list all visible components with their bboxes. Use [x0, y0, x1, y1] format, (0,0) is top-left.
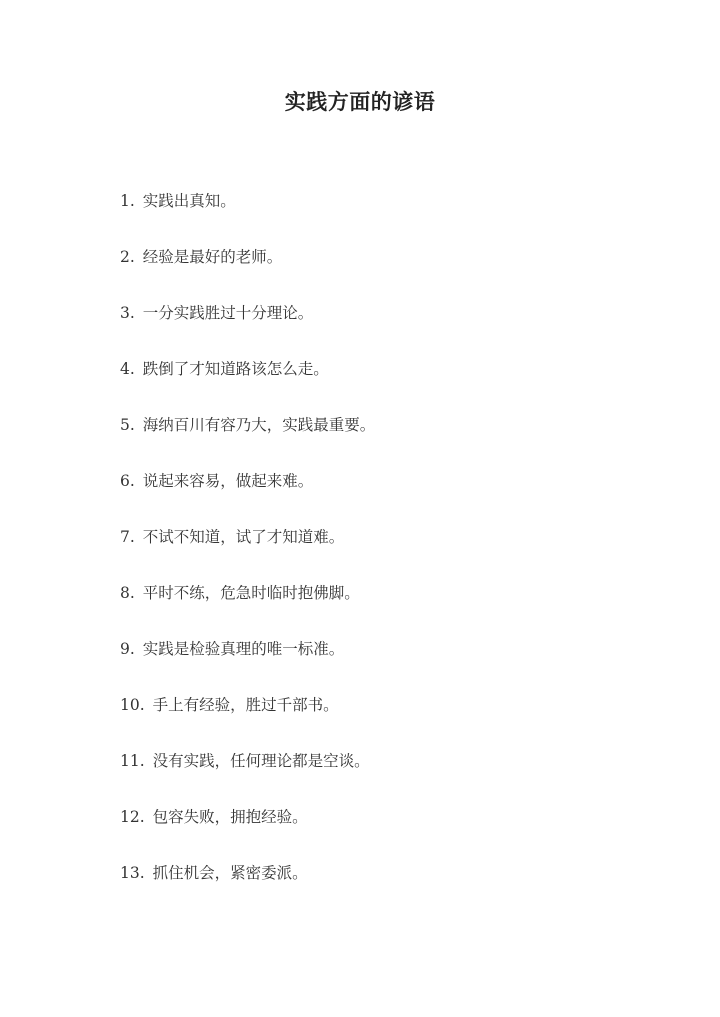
- list-item: [120, 806, 640, 862]
- proverb-list: [120, 190, 640, 918]
- page-title: 实践方面的谚语: [284, 89, 436, 114]
- item-number: 3.: [120, 304, 135, 322]
- item-number: 10.: [120, 696, 145, 714]
- item-number: 11.: [120, 752, 145, 770]
- item-text: 说起来容易，做起来难。: [142, 472, 314, 490]
- list-item: [120, 470, 640, 526]
- item-text: 实践出真知。: [142, 192, 236, 210]
- item-text: 经验是最好的老师。: [142, 248, 283, 266]
- item-number: 12.: [120, 808, 145, 826]
- item-number: 1.: [120, 192, 135, 210]
- item-number: 8.: [120, 584, 135, 602]
- item-number: 13.: [120, 864, 145, 882]
- item-number: 9.: [120, 640, 135, 658]
- list-item: [120, 750, 640, 806]
- list-item: [120, 246, 640, 302]
- item-text: 抓住机会，紧密委派。: [152, 864, 308, 882]
- item-text: 跌倒了才知道路该怎么走。: [142, 360, 329, 378]
- item-text: 实践是检验真理的唯一标准。: [142, 640, 345, 658]
- item-text: 一分实践胜过十分理论。: [142, 304, 314, 322]
- list-item: [120, 638, 640, 694]
- item-text: 包容失败，拥抱经验。: [152, 808, 308, 826]
- item-number: 5.: [120, 416, 135, 434]
- item-text: 海纳百川有容乃大，实践最重要。: [142, 416, 376, 434]
- item-number: 7.: [120, 528, 135, 546]
- list-item: [120, 582, 640, 638]
- item-text: 没有实践，任何理论都是空谈。: [152, 752, 370, 770]
- item-number: 4.: [120, 360, 135, 378]
- list-item: [120, 526, 640, 582]
- item-text: 手上有经验，胜过千部书。: [152, 696, 339, 714]
- list-item: [120, 694, 640, 750]
- list-item: [120, 302, 640, 358]
- item-text: 平时不练，危急时临时抱佛脚。: [142, 584, 360, 602]
- list-item: [120, 190, 640, 246]
- list-item: [120, 862, 640, 918]
- item-number: 6.: [120, 472, 135, 490]
- item-number: 2.: [120, 248, 135, 266]
- item-text: 不试不知道，试了才知道难。: [142, 528, 345, 546]
- list-item: [120, 414, 640, 470]
- list-item: [120, 358, 640, 414]
